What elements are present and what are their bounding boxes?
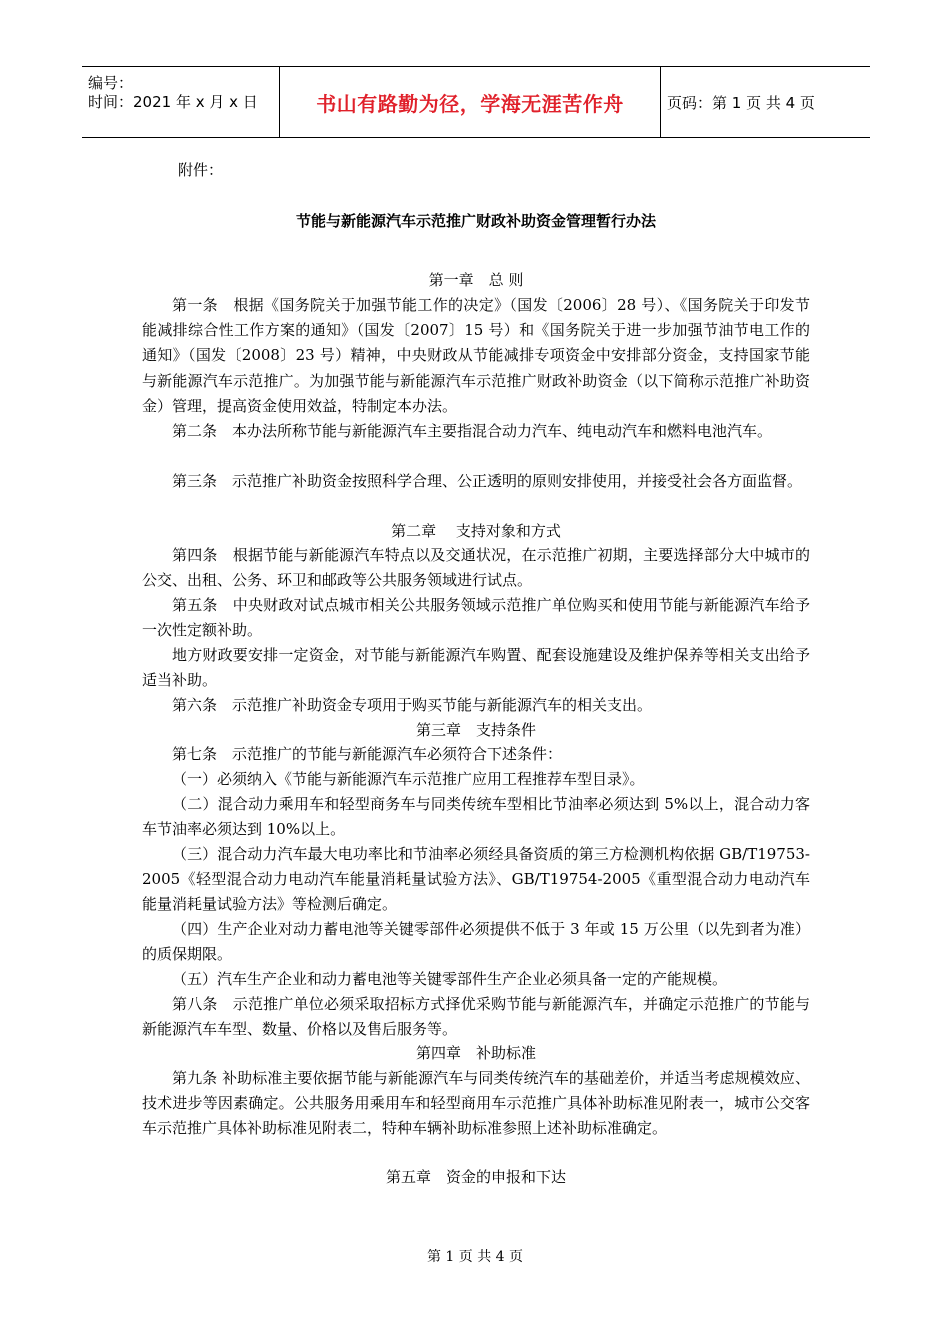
page-header bbox=[82, 66, 870, 138]
chapter-1-heading: 第一章 总 则 bbox=[428, 271, 524, 289]
article-7-item-4: （四）生产企业对动力蓄电池等关键零部件必须提供不低于 3 年或 15 万公里（以先到者为准）的质保期限。 bbox=[142, 920, 810, 964]
header-meta bbox=[82, 67, 278, 137]
article-9: 第九条 补助标准主要依据节能与新能源汽车与同类传统汽车的基础差价，并适当考虑规模效应、技术进步等因素确定。公共服务用乘用车和轻型商用车示范推广具体补助标准见附表一，城市公交客车示范推广具体补助标准见附表二，特种车辆补助标准参照上述补助标准确定。 bbox=[142, 1069, 810, 1138]
chapter-4-heading: 第四章 补助标准 bbox=[415, 1044, 536, 1062]
chapter-5-heading: 第五章 资金的申报和下达 bbox=[385, 1168, 566, 1186]
article-3: 第三条 示范推广补助资金按照科学合理、公正透明的原则安排使用，并接受社会各方面监督。 bbox=[172, 472, 803, 490]
article-1: 第一条 根据《国务院关于加强节能工作的决定》（国发〔2006〕28 号）、《国务院关于印发节能减排综合性工作方案的通知》（国发〔2007〕15 号）和《国务院关于进一步加强节油节电工作的通知》（国发〔2008〕23 号）精神，中央财政从节能减排专项资金中安排部分资金，支持国家节能与新能源汽车示范推广。为加强节能与新能源汽车示范推广财政补助资金（以下简称示范推广补助资金）管理，提高资金使用效益，特制定本办法。 bbox=[142, 296, 810, 415]
article-5: 第五条 中央财政对试点城市相关公共服务领域示范推广单位购买和使用节能与新能源汽车给予一次性定额补助。 bbox=[142, 596, 810, 640]
article-7-item-3: （三）混合动力汽车最大电功率比和节油率必须经具备资质的第三方检测机构依据 GB/T19753-2005《轻型混合动力电动汽车能量消耗量试验方法》、GB/T19754-2005《重型混合动力电动汽车能量消耗量试验方法》等检测后确定。 bbox=[142, 845, 810, 914]
header-motto bbox=[279, 67, 661, 137]
article-7: 第七条 示范推广的节能与新能源汽车必须符合下述条件： bbox=[172, 745, 563, 763]
article-5-supplement: 地方财政要安排一定资金，对节能与新能源汽车购置、配套设施建设及维护保养等相关支出给予适当补助。 bbox=[142, 646, 810, 690]
chapter-2-heading: 第二章 支持对象和方式 bbox=[391, 522, 561, 540]
document-title: 节能与新能源汽车示范推广财政补助资金管理暂行办法 bbox=[295, 212, 656, 230]
article-7-item-2: （二）混合动力乘用车和轻型商务车与同类传统车型相比节油率必须达到 5%以上，混合动力客车节油率必须达到 10%以上。 bbox=[142, 795, 810, 839]
chapter-3-heading: 第三章 支持条件 bbox=[415, 721, 536, 739]
article-7-item-5: （五）汽车生产企业和动力蓄电池等关键零部件生产企业必须具备一定的产能规模。 bbox=[172, 970, 728, 988]
article-2: 第二条 本办法所称节能与新能源汽车主要指混合动力汽车、纯电动汽车和燃料电池汽车。 bbox=[172, 422, 773, 440]
article-7-item-1: （一）必须纳入《节能与新能源汽车示范推广应用工程推荐车型目录》。 bbox=[172, 770, 645, 788]
article-6: 第六条 示范推广补助资金专项用于购买节能与新能源汽车的相关支出。 bbox=[172, 696, 653, 714]
attachment-label: 附件： bbox=[178, 161, 224, 179]
page-info-text: 页码：第 1 页 共 4 页 bbox=[667, 93, 815, 112]
time-label: 时间：2021 年 x 月 x 日 bbox=[88, 93, 258, 111]
header-page-info bbox=[661, 67, 870, 137]
page-footer: 第 1 页 共 4 页 bbox=[426, 1249, 524, 1265]
article-8: 第八条 示范推广单位必须采取招标方式择优采购节能与新能源汽车，并确定示范推广的节能与新能源汽车车型、数量、价格以及售后服务等。 bbox=[142, 995, 810, 1039]
number-label: 编号： bbox=[88, 74, 134, 92]
motto-text: 书山有路勤为径，学海无涯苦作舟 bbox=[316, 91, 624, 116]
article-4: 第四条 根据节能与新能源汽车特点以及交通状况，在示范推广初期，主要选择部分大中城市的公交、出租、公务、环卫和邮政等公共服务领域进行试点。 bbox=[142, 546, 810, 590]
